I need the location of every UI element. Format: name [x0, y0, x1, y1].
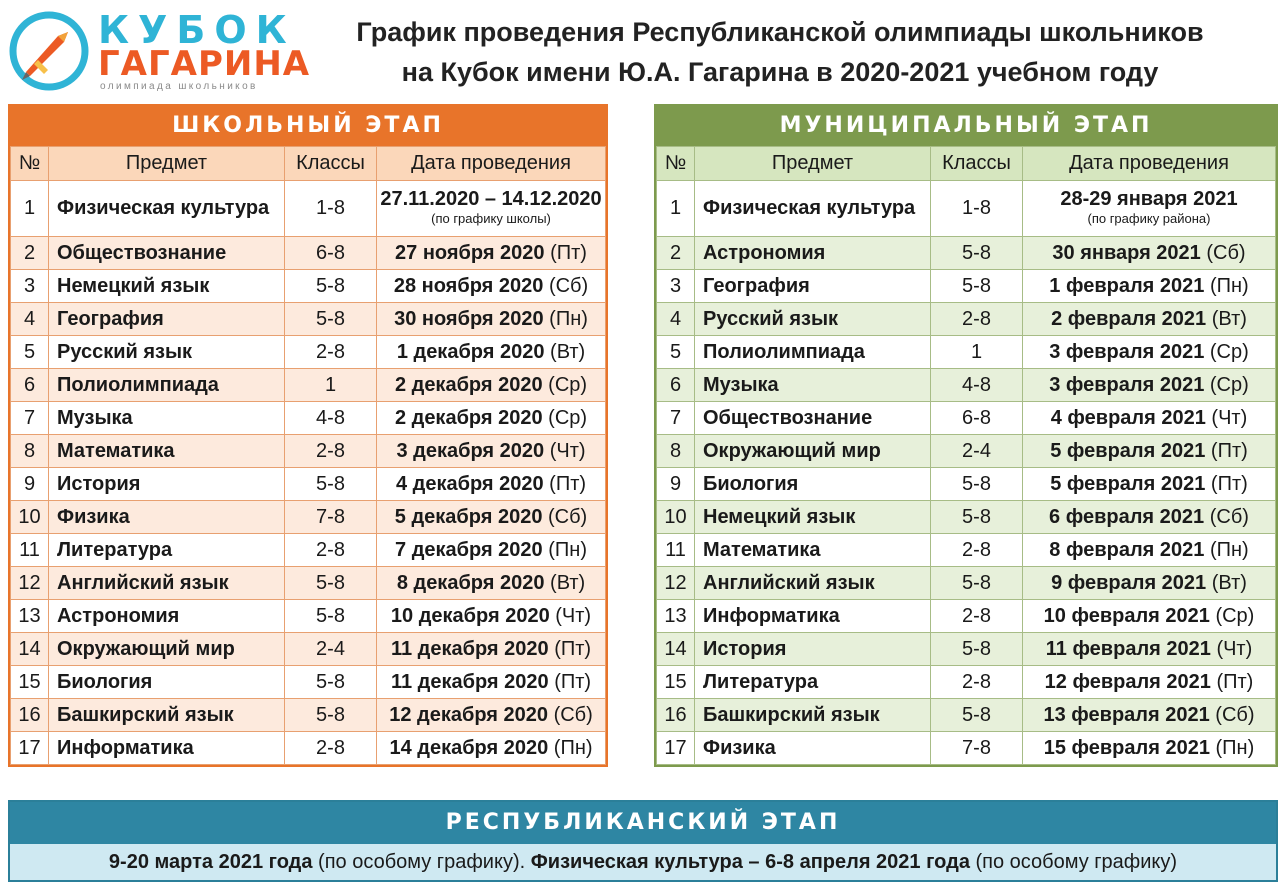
subject-cell: Обществознание [49, 237, 285, 270]
col-classes-header: Классы [285, 147, 377, 181]
classes-cell: 5-8 [285, 600, 377, 633]
date-value: 5 февраля 2021 [1050, 439, 1206, 462]
col-num-header: № [657, 147, 695, 181]
subject-cell: Немецкий язык [49, 270, 285, 303]
subject-cell: Немецкий язык [695, 501, 931, 534]
table-row [657, 633, 1276, 666]
date-value: 5 февраля 2021 [1050, 472, 1206, 495]
row-number: 16 [657, 699, 695, 732]
subject-cell: История [49, 468, 285, 501]
subject-cell: Математика [49, 435, 285, 468]
date-cell [1023, 435, 1276, 468]
weekday: (Пт) [1210, 472, 1248, 495]
classes-cell: 4-8 [931, 369, 1023, 402]
date-value: 27 ноября 2020 [395, 241, 545, 264]
weekday: (Сб) [1206, 241, 1246, 264]
classes-cell: 5-8 [285, 270, 377, 303]
classes-cell: 7-8 [931, 732, 1023, 765]
weekday: (Ср) [1209, 373, 1249, 396]
school-stage-table [8, 104, 608, 767]
classes-cell: 2-8 [285, 435, 377, 468]
row-number: 5 [657, 336, 695, 369]
row-number: 12 [11, 567, 49, 600]
table-row [657, 270, 1276, 303]
row-number: 8 [657, 435, 695, 468]
table-row [11, 402, 606, 435]
date-cell [377, 468, 606, 501]
date-value: 15 февраля 2021 [1043, 736, 1210, 759]
table-row [657, 468, 1276, 501]
classes-cell: 5-8 [931, 237, 1023, 270]
col-date-header: Дата проведения [377, 147, 606, 181]
weekday: (Сб) [548, 274, 589, 297]
subject-cell: Английский язык [49, 567, 285, 600]
date-cell [377, 270, 606, 303]
classes-cell: 5-8 [931, 567, 1023, 600]
date-value: 30 января 2021 [1052, 241, 1201, 264]
classes-cell: 5-8 [931, 501, 1023, 534]
date-cell [1023, 567, 1276, 600]
table-row [657, 303, 1276, 336]
date-cell [1023, 732, 1276, 765]
row-number: 5 [11, 336, 49, 369]
classes-cell: 1 [931, 336, 1023, 369]
date-value: 11 декабря 2020 [390, 670, 549, 693]
classes-cell: 1 [285, 369, 377, 402]
row-number: 1 [657, 181, 695, 237]
weekday: (Пт) [554, 670, 592, 693]
classes-cell: 5-8 [285, 567, 377, 600]
date-value: 27.11.2020 – 14.12.2020 [380, 187, 602, 210]
table-row [11, 501, 606, 534]
subject-cell: Музыка [49, 402, 285, 435]
subject-cell: Физическая культура [49, 181, 285, 237]
table-row [11, 369, 606, 402]
weekday: (Вт) [1211, 307, 1247, 330]
date-value: 2 декабря 2020 [394, 373, 543, 396]
weekday: (Ср) [548, 373, 588, 396]
date-value: 12 февраля 2021 [1044, 670, 1211, 693]
republic-note: (по особому графику). [318, 851, 526, 873]
date-value: 9 февраля 2021 [1051, 571, 1207, 594]
subject-cell: Башкирский язык [695, 699, 931, 732]
table-row [11, 732, 606, 765]
republic-stage-details [10, 844, 1276, 880]
row-number: 17 [11, 732, 49, 765]
weekday: (Вт) [550, 340, 586, 363]
date-cell [1023, 633, 1276, 666]
date-cell [1023, 336, 1276, 369]
weekday: (Ср) [1215, 604, 1255, 627]
date-cell [1023, 501, 1276, 534]
weekday: (Вт) [550, 571, 586, 594]
row-number: 3 [11, 270, 49, 303]
classes-cell: 5-8 [285, 666, 377, 699]
subject-cell: Русский язык [49, 336, 285, 369]
date-value: 2 февраля 2021 [1051, 307, 1207, 330]
subject-cell: Биология [49, 666, 285, 699]
row-number: 16 [11, 699, 49, 732]
date-cell [1023, 270, 1276, 303]
weekday: (Пн) [1215, 736, 1255, 759]
logo [8, 6, 311, 94]
classes-cell: 2-8 [931, 534, 1023, 567]
muni-stage-heading: МУНИЦИПАЛЬНЫЙ ЭТАП [656, 106, 1276, 146]
school-table-body [11, 181, 606, 765]
row-number: 4 [657, 303, 695, 336]
date-cell [377, 237, 606, 270]
subject-cell: Литература [695, 666, 931, 699]
table-row [11, 534, 606, 567]
date-value: 11 февраля 2021 [1045, 637, 1211, 660]
row-number: 4 [11, 303, 49, 336]
table-row [11, 303, 606, 336]
classes-cell: 2-8 [931, 600, 1023, 633]
weekday: (Пн) [548, 538, 587, 561]
date-cell [377, 699, 606, 732]
table-header-row [657, 147, 1276, 181]
date-cell [377, 666, 606, 699]
col-subject-header: Предмет [49, 147, 285, 181]
subject-cell: Английский язык [695, 567, 931, 600]
date-value: 7 декабря 2020 [395, 538, 543, 561]
page-title [330, 12, 1230, 92]
weekday: (Пт) [549, 472, 587, 495]
table-row [11, 435, 606, 468]
table-row [11, 468, 606, 501]
classes-cell: 2-4 [931, 435, 1023, 468]
date-value: 30 ноября 2020 [394, 307, 544, 330]
classes-cell: 1-8 [285, 181, 377, 237]
subject-cell: Полиолимпиада [49, 369, 285, 402]
weekday: (Сб) [548, 505, 588, 528]
classes-cell: 2-8 [285, 336, 377, 369]
weekday: (Сб) [1215, 703, 1255, 726]
date-value: 6 февраля 2021 [1049, 505, 1205, 528]
table-row [11, 237, 606, 270]
weekday: (Чт) [1216, 637, 1253, 660]
classes-cell: 5-8 [931, 270, 1023, 303]
classes-cell: 6-8 [285, 237, 377, 270]
col-subject-header: Предмет [695, 147, 931, 181]
classes-cell: 5-8 [285, 468, 377, 501]
date-cell [377, 336, 606, 369]
subject-cell: Астрономия [49, 600, 285, 633]
table-row [657, 501, 1276, 534]
logo-word-kubok: КУБОК [98, 8, 296, 52]
subject-cell: Информатика [49, 732, 285, 765]
muni-table-body [657, 181, 1276, 765]
classes-cell: 2-8 [285, 732, 377, 765]
date-value: 28-29 января 2021 [1060, 187, 1238, 210]
date-cell [1023, 303, 1276, 336]
col-date-header: Дата проведения [1023, 147, 1276, 181]
table-row [657, 567, 1276, 600]
weekday: (Пт) [1216, 670, 1254, 693]
date-cell [377, 633, 606, 666]
row-number: 11 [657, 534, 695, 567]
date-value: 3 февраля 2021 [1049, 340, 1205, 363]
date-value: 8 декабря 2020 [396, 571, 545, 594]
weekday: (Пн) [1209, 274, 1249, 297]
date-cell [377, 501, 606, 534]
table-row [657, 336, 1276, 369]
subject-cell: Окружающий мир [695, 435, 931, 468]
classes-cell: 2-8 [285, 534, 377, 567]
date-cell [1023, 181, 1276, 237]
classes-cell: 4-8 [285, 402, 377, 435]
row-number: 11 [11, 534, 49, 567]
subject-cell: Физическая культура [695, 181, 931, 237]
weekday: (Сб) [553, 703, 593, 726]
weekday: (Пн) [1209, 538, 1249, 561]
subject-cell: Полиолимпиада [695, 336, 931, 369]
subject-cell: История [695, 633, 931, 666]
date-value: 11 декабря 2020 [390, 637, 549, 660]
date-cell [1023, 369, 1276, 402]
republic-pe-date: Физическая культура – 6-8 апреля 2021 года [530, 851, 970, 873]
subject-cell: Обществознание [695, 402, 931, 435]
row-number: 1 [11, 181, 49, 237]
classes-cell: 5-8 [931, 699, 1023, 732]
subject-cell: Биология [695, 468, 931, 501]
date-cell [1023, 402, 1276, 435]
logo-word-gagarina: ГАГАРИНА [98, 44, 311, 84]
weekday: (Вт) [1211, 571, 1247, 594]
subject-cell: География [695, 270, 931, 303]
republic-pe-note: (по особому графику) [975, 851, 1178, 873]
logo-subtitle: олимпиада школьников [100, 81, 258, 92]
weekday: (Пн) [553, 736, 593, 759]
classes-cell: 7-8 [285, 501, 377, 534]
row-number: 7 [11, 402, 49, 435]
date-value: 5 декабря 2020 [394, 505, 543, 528]
row-number: 10 [657, 501, 695, 534]
subject-cell: Музыка [695, 369, 931, 402]
table-row [657, 435, 1276, 468]
table-row [11, 567, 606, 600]
row-number: 8 [11, 435, 49, 468]
table-row [11, 270, 606, 303]
row-number: 3 [657, 270, 695, 303]
date-value: 1 февраля 2021 [1049, 274, 1205, 297]
table-row [657, 237, 1276, 270]
row-number: 13 [657, 600, 695, 633]
classes-cell: 5-8 [931, 633, 1023, 666]
table-row [657, 369, 1276, 402]
table-row [657, 732, 1276, 765]
table-row [11, 600, 606, 633]
row-number: 13 [11, 600, 49, 633]
row-number: 6 [11, 369, 49, 402]
row-number: 12 [657, 567, 695, 600]
date-cell [377, 369, 606, 402]
date-value: 2 декабря 2020 [394, 406, 543, 429]
subject-cell: Физика [49, 501, 285, 534]
date-cell [377, 732, 606, 765]
col-num-header: № [11, 147, 49, 181]
classes-cell: 2-8 [931, 303, 1023, 336]
weekday: (Ср) [548, 406, 588, 429]
table-row [11, 633, 606, 666]
row-number: 15 [11, 666, 49, 699]
row-number: 17 [657, 732, 695, 765]
weekday: (Чт) [1211, 406, 1248, 429]
date-value: 14 декабря 2020 [389, 736, 549, 759]
school-schedule [10, 146, 606, 765]
weekday: (Пт) [554, 637, 592, 660]
subject-cell: Астрономия [695, 237, 931, 270]
weekday: (Чт) [549, 439, 586, 462]
date-cell [377, 534, 606, 567]
row-number: 9 [657, 468, 695, 501]
table-row [657, 534, 1276, 567]
date-cell [377, 435, 606, 468]
weekday: (Пт) [550, 241, 587, 264]
table-row [11, 699, 606, 732]
republic-stage-heading: РЕСПУБЛИКАНСКИЙ ЭТАП [10, 802, 1276, 844]
date-cell [1023, 666, 1276, 699]
subject-cell: Русский язык [695, 303, 931, 336]
classes-cell: 2-4 [285, 633, 377, 666]
row-number: 10 [11, 501, 49, 534]
date-value: 4 февраля 2021 [1050, 406, 1206, 429]
classes-cell: 5-8 [285, 303, 377, 336]
subject-cell: Физика [695, 732, 931, 765]
table-header-row [11, 147, 606, 181]
table-row [657, 699, 1276, 732]
date-cell [377, 303, 606, 336]
date-cell [377, 402, 606, 435]
table-row [657, 402, 1276, 435]
row-number: 2 [11, 237, 49, 270]
date-cell [1023, 468, 1276, 501]
date-value: 8 февраля 2021 [1049, 538, 1205, 561]
row-number: 14 [657, 633, 695, 666]
col-classes-header: Классы [931, 147, 1023, 181]
subject-cell: Информатика [695, 600, 931, 633]
rocket-logo-icon [8, 10, 90, 92]
weekday: (Чт) [555, 604, 592, 627]
date-cell [1023, 534, 1276, 567]
date-note: (по графику района) [1087, 210, 1211, 226]
date-cell [377, 600, 606, 633]
date-cell [1023, 600, 1276, 633]
date-value: 4 декабря 2020 [395, 472, 544, 495]
classes-cell: 5-8 [285, 699, 377, 732]
classes-cell: 6-8 [931, 402, 1023, 435]
subject-cell: Математика [695, 534, 931, 567]
date-value: 3 декабря 2020 [396, 439, 545, 462]
row-number: 9 [11, 468, 49, 501]
subject-cell: Башкирский язык [49, 699, 285, 732]
weekday: (Пт) [1210, 439, 1248, 462]
table-row [657, 181, 1276, 237]
table-row [11, 336, 606, 369]
row-number: 15 [657, 666, 695, 699]
table-row [11, 666, 606, 699]
classes-cell: 2-8 [931, 666, 1023, 699]
title-line-2: на Кубок имени Ю.А. Гагарина в 2020-2021 учебном году [401, 57, 1159, 87]
date-value: 28 ноября 2020 [393, 274, 544, 297]
date-value: 10 февраля 2021 [1043, 604, 1210, 627]
subject-cell: География [49, 303, 285, 336]
classes-cell: 1-8 [931, 181, 1023, 237]
table-row [657, 600, 1276, 633]
subject-cell: Литература [49, 534, 285, 567]
date-value: 13 февраля 2021 [1043, 703, 1210, 726]
date-value: 10 декабря 2020 [390, 604, 550, 627]
table-row [657, 666, 1276, 699]
muni-stage-table [654, 104, 1278, 767]
date-value: 3 февраля 2021 [1049, 373, 1205, 396]
date-cell [1023, 237, 1276, 270]
school-stage-heading: ШКОЛЬНЫЙ ЭТАП [10, 106, 606, 146]
date-value: 12 декабря 2020 [389, 703, 548, 726]
weekday: (Ср) [1209, 340, 1249, 363]
weekday: (Пн) [549, 307, 588, 330]
date-value: 1 декабря 2020 [396, 340, 545, 363]
classes-cell: 5-8 [931, 468, 1023, 501]
republic-date: 9-20 марта 2021 года [108, 851, 313, 873]
title-line-1: График проведения Республиканской олимпиады школьников [356, 17, 1204, 47]
date-cell [377, 181, 606, 237]
row-number: 7 [657, 402, 695, 435]
row-number: 2 [657, 237, 695, 270]
weekday: (Сб) [1209, 505, 1249, 528]
date-note: (по графику школы) [431, 210, 551, 226]
muni-schedule [656, 146, 1276, 765]
date-cell [1023, 699, 1276, 732]
date-cell [377, 567, 606, 600]
row-number: 14 [11, 633, 49, 666]
row-number: 6 [657, 369, 695, 402]
subject-cell: Окружающий мир [49, 633, 285, 666]
table-row [11, 181, 606, 237]
republic-stage [8, 800, 1278, 882]
